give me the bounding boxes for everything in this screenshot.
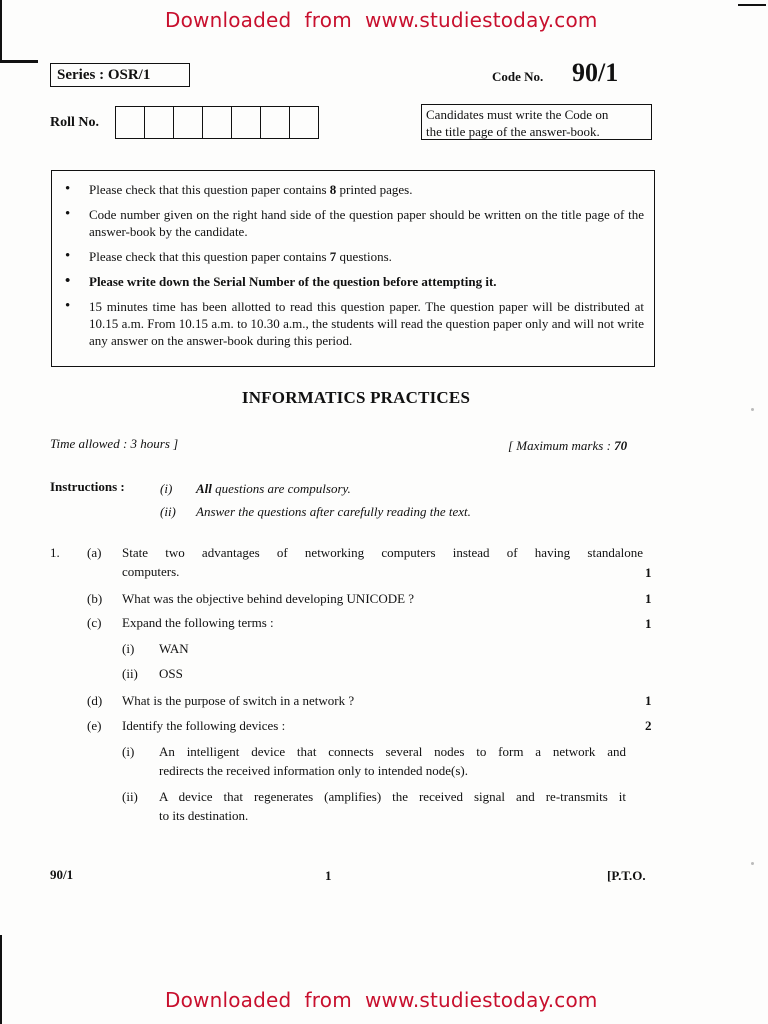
info-text: Please check that this question paper contains: [89, 249, 330, 264]
question-part-label: (d): [87, 693, 103, 708]
instructions-label: Instructions :: [50, 479, 125, 494]
scan-speck: [751, 862, 754, 865]
sub-part-label: (i): [122, 641, 135, 656]
question-marks: 1: [645, 616, 652, 631]
instruction-rest: questions are compulsory.: [211, 481, 351, 496]
question-part-label: (e): [87, 718, 102, 733]
roll-number-box: [261, 107, 290, 138]
instruction-number: (i): [160, 481, 173, 496]
info-text: questions.: [336, 249, 392, 264]
sub-part-label: (ii): [122, 789, 138, 804]
info-emphasis: 8: [329, 182, 337, 197]
sub-part-text: WAN: [159, 641, 189, 656]
code-number-value: 90/1: [572, 58, 619, 87]
scan-speck: [751, 408, 754, 411]
code-number-label: Code No.: [492, 69, 544, 84]
info-item: [62, 248, 644, 265]
question-marks: 2: [645, 718, 652, 733]
roll-number-box: [174, 107, 203, 138]
sub-part-label: (ii): [122, 666, 138, 681]
sub-part-text: redirects the received information only to intended node(s).: [159, 763, 469, 778]
instruction-text: [196, 481, 351, 497]
roll-number-box: [232, 107, 261, 138]
question-part-text: State two advantages of networking computers instead of having standalone: [122, 545, 643, 560]
question-part-text: Expand the following terms :: [122, 615, 274, 630]
roll-number-label: Roll No.: [50, 115, 99, 130]
paper-title: INFORMATICS PRACTICES: [241, 388, 471, 407]
info-emphasis: 7: [329, 249, 337, 264]
scan-artifact-left-top: [0, 0, 2, 60]
series-label: Series : OSR/1: [50, 63, 190, 87]
scan-artifact-top-left: [0, 60, 38, 63]
max-marks-value: 70: [614, 438, 628, 453]
question-part-label: (b): [87, 591, 103, 606]
question-part-text: What was the objective behind developing UNICODE ?: [122, 591, 415, 606]
info-text: printed pages.: [336, 182, 413, 197]
max-marks-label: [ Maximum marks :: [508, 438, 615, 453]
instruction-number: (ii): [160, 504, 176, 519]
candidate-note-line: the title page of the answer-book.: [426, 124, 600, 139]
sub-part-text: OSS: [159, 666, 183, 681]
maximum-marks: [508, 438, 627, 454]
scan-artifact-left-bottom: [0, 935, 2, 1024]
question-part-text: Identify the following devices :: [122, 718, 286, 733]
sub-part-text: A device that regenerates (amplifies) the received signal and re-transmits it: [159, 789, 626, 804]
question-part-text: What is the purpose of switch in a network ?: [122, 693, 355, 708]
roll-number-box: [145, 107, 174, 138]
scan-artifact-top-right: [738, 4, 766, 6]
candidate-note-line: Candidates must write the Code on: [426, 107, 609, 122]
sub-part-text: to its destination.: [159, 808, 249, 823]
question-number: 1.: [50, 545, 60, 560]
question-marks: 1: [645, 693, 652, 708]
instruction-emphasis: All: [196, 481, 212, 496]
info-item: • Code number given on the right hand side of the question paper should be written on the title page of the answer-book by the candidate.: [62, 206, 644, 240]
sub-part-text: An intelligent device that connects several nodes to form a network and: [159, 744, 626, 759]
roll-number-box: [290, 107, 318, 138]
question-marks: 1: [645, 591, 652, 606]
footer-code: 90/1: [50, 867, 74, 882]
question-part-label: (c): [87, 615, 102, 630]
question-part-text: computers.: [122, 564, 180, 579]
page-number: 1: [325, 868, 332, 883]
info-item: • 15 minutes time has been allotted to read this question paper. The question paper will be distributed at 10.15 a.m. From 10.15 a.m. to 10.30 a.m., the students will read the question paper only and will not write any answer on the answer-book during this period.: [62, 298, 644, 349]
candidate-code-note: [421, 104, 652, 140]
question-part-label: (a): [87, 545, 102, 560]
please-turn-over: [P.T.O.: [607, 868, 646, 883]
info-item: • Please write down the Serial Number of the question before attempting it.: [62, 273, 644, 290]
roll-number-boxes: [115, 106, 319, 139]
info-text: Please check that this question paper contains: [89, 182, 330, 197]
instruction-text: Answer the questions after carefully reading the text.: [196, 504, 471, 519]
roll-number-box: [116, 107, 145, 138]
general-instructions-box: [51, 170, 655, 367]
sub-part-label: (i): [122, 744, 135, 759]
roll-number-box: [203, 107, 232, 138]
watermark-top: Downloaded from www.studiestoday.com: [165, 8, 598, 32]
watermark-bottom: Downloaded from www.studiestoday.com: [165, 988, 598, 1012]
time-allowed: Time allowed : 3 hours ]: [50, 436, 179, 451]
question-marks: 1: [645, 565, 652, 580]
info-item: [62, 181, 644, 198]
